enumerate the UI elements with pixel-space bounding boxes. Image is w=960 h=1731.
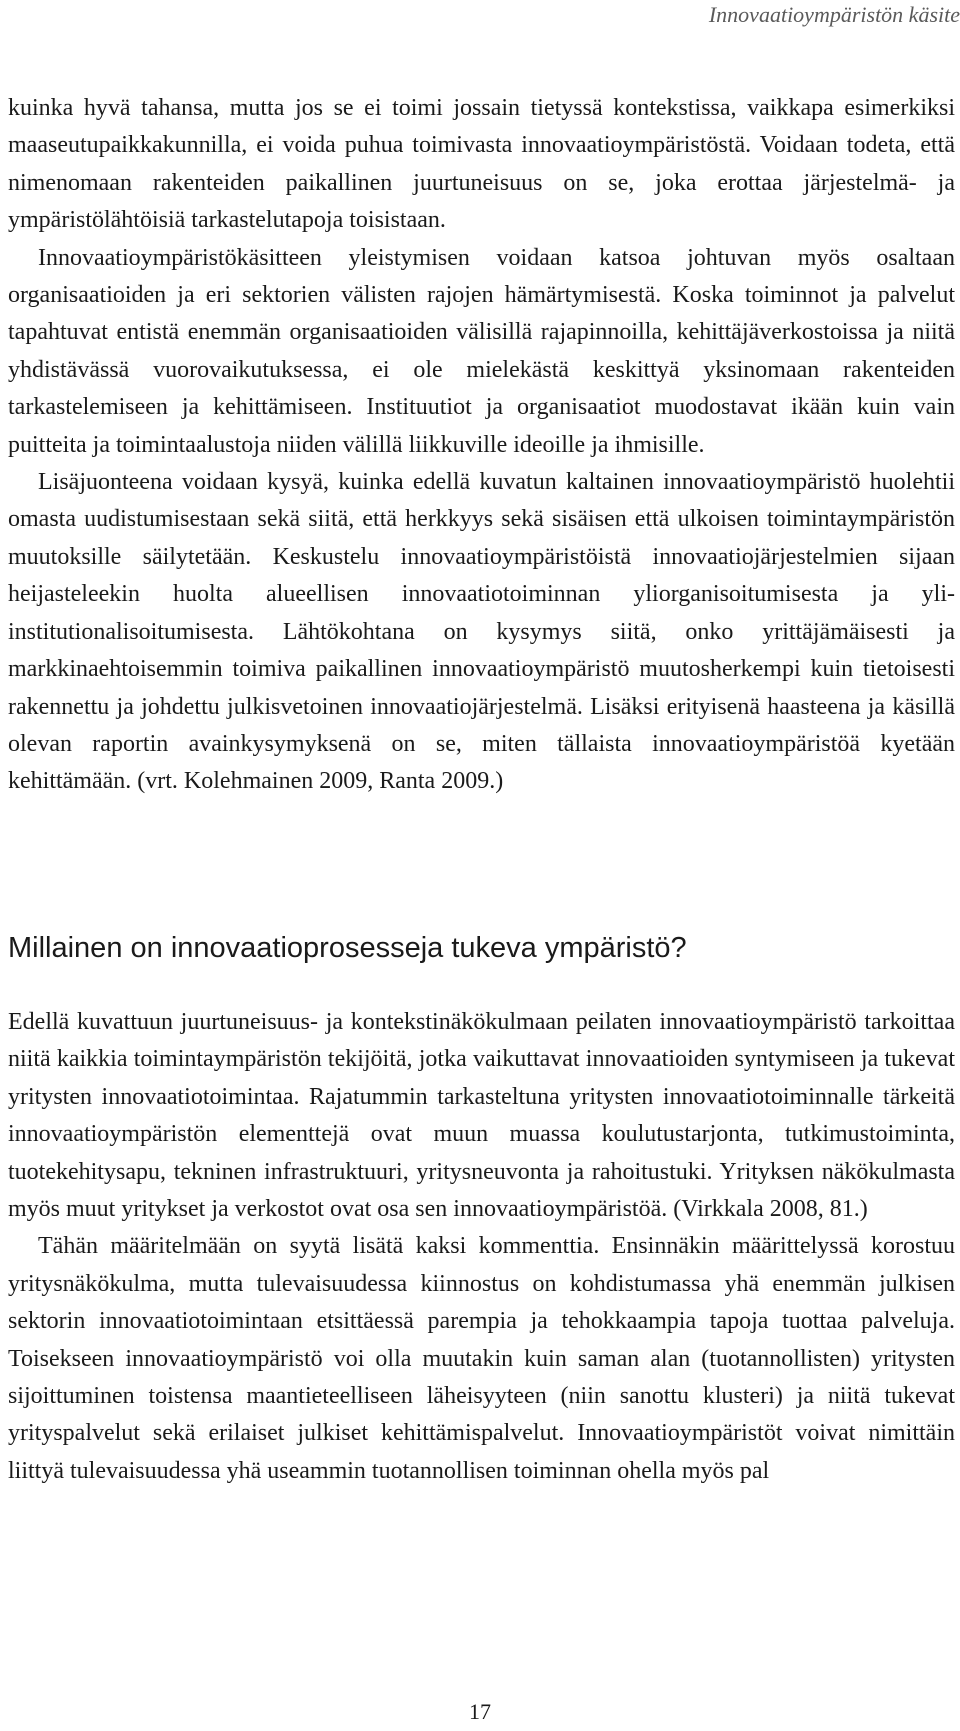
paragraph: Tähän määritelmään on syytä lisätä kaksi kommenttia. Ensinnäkin määrittelyssä korostuu yritysnäkökulma, mutta tulevaisuudessa kiinnostus on kohdistumassa yhä enemmän julkisen sektorin innovaatiotoimintaan etsittäessä parempia ja tehokkaampia tapoja tuottaa palveluja. Toisekseen innovaatioympäristö voi olla muutakin kuin saman alan (tuotannollisten) yritysten sijoittuminen toistensa maantieteelliseen läheisyyteen (niin sanottu klusteri) ja niitä tukevat yrityspalvelut sekä erilaiset julkiset kehittämispalvelut. Innovaatioympäristöt voivat nimittäin liittyä tulevaisuudessa yhä useammin tuotannollisen toiminnan ohella myös pal [8, 1233, 955, 1484]
running-header: Innovaatioympäristön käsite [708, 2, 960, 27]
paragraph: Edellä kuvattuun juurtuneisuus- ja kontekstinäkökulmaan peilaten innovaatioympäristö tarkoittaa niitä kaikkia toimintaympäristön tekijöitä, jotka vaikuttavat innovaatioiden syntymiseen ja tukevat yritysten innovaatiotoimintaa. Rajatummin tarkasteltuna yritysten innovaatiotoiminnalle tärkeitä innovaatioympäristön elementtejä ovat muun muassa koulutustarjonta, tutkimustoiminta, tuotekehitysapu, tekninen infrastruktuuri, yritysneuvonta ja rahoitustuki. Yrityksen näkökulmasta myös muut yritykset ja verkostot ovat osa sen innovaatioympäristöä. (Virkkala 2008, 81.) [8, 1009, 955, 1223]
section-2-text [8, 1004, 955, 1490]
paragraph: kuinka hyvä tahansa, mutta jos se ei toimi jossain tietyssä kontekstissa, vaikkapa esimerkiksi maaseutupaikkakunnilla, ei voida puhua toimivasta innovaatioympäristöstä. Voidaan todeta, että nimenomaan rakenteiden paikallinen juurtuneisuus on se, joka erottaa järjestelmä- ja ympäristölähtöisiä tarkastelutapoja toisistaan. [8, 95, 955, 234]
paragraph: Lisäjuonteena voidaan kysyä, kuinka edellä kuvatun kaltainen innovaatioympäristö huolehtii omasta uudistumisestaan sekä siitä, että herkkyys sekä sisäisen että ulkoisen toimintaympäristön muutoksille säilytetään. Keskustelu innovaatioympäristöistä innovaatiojärjestelmien sijaan heijasteleekin huolta alueellisen innovaatiotoiminnan yliorganisoitumisesta ja yli-institutionalisoitumisesta. Lähtökohtana on kysymys siitä, onko yrittäjämäisesti ja markkinaehtoisemmin toimiva paikallinen innovaatioympäristö muutosherkempi kuin tietoisesti rakennettu ja johdettu julkisvetoinen innovaatiojärjestelmä. Lisäksi erityisenä haasteena ja käsillä olevan raportin avainkysymyksenä on se, miten tällaista innovaatioympäristöä kyetään kehittämään. (vrt. Kolehmainen 2009, Ranta 2009.) [8, 469, 955, 795]
section-heading: Millainen on innovaatioprosesseja tukeva ympäristö? [8, 932, 687, 964]
page-number: 17 [469, 1699, 491, 1724]
paragraph: Innovaatioympäristökäsitteen yleistymisen voidaan katsoa johtuvan myös osaltaan organisaatioiden ja eri sektorien välisten rajojen hämärtymisestä. Koska toiminnot ja palvelut tapahtuvat entistä enemmän organisaatioiden välisillä rajapinnoilla, kehittäjäverkostoissa ja niitä yhdistävässä vuorovaikutuksessa, ei ole mielekästä keskittyä yksinomaan rakenteiden tarkastelemiseen ja kehittämiseen. Instituutiot ja organisaatiot muodostavat ikään kuin vain puitteita ja toimintaalustoja niiden välillä liikkuville ideoille ja ihmisille. [8, 244, 955, 458]
section-1-text [8, 90, 955, 801]
